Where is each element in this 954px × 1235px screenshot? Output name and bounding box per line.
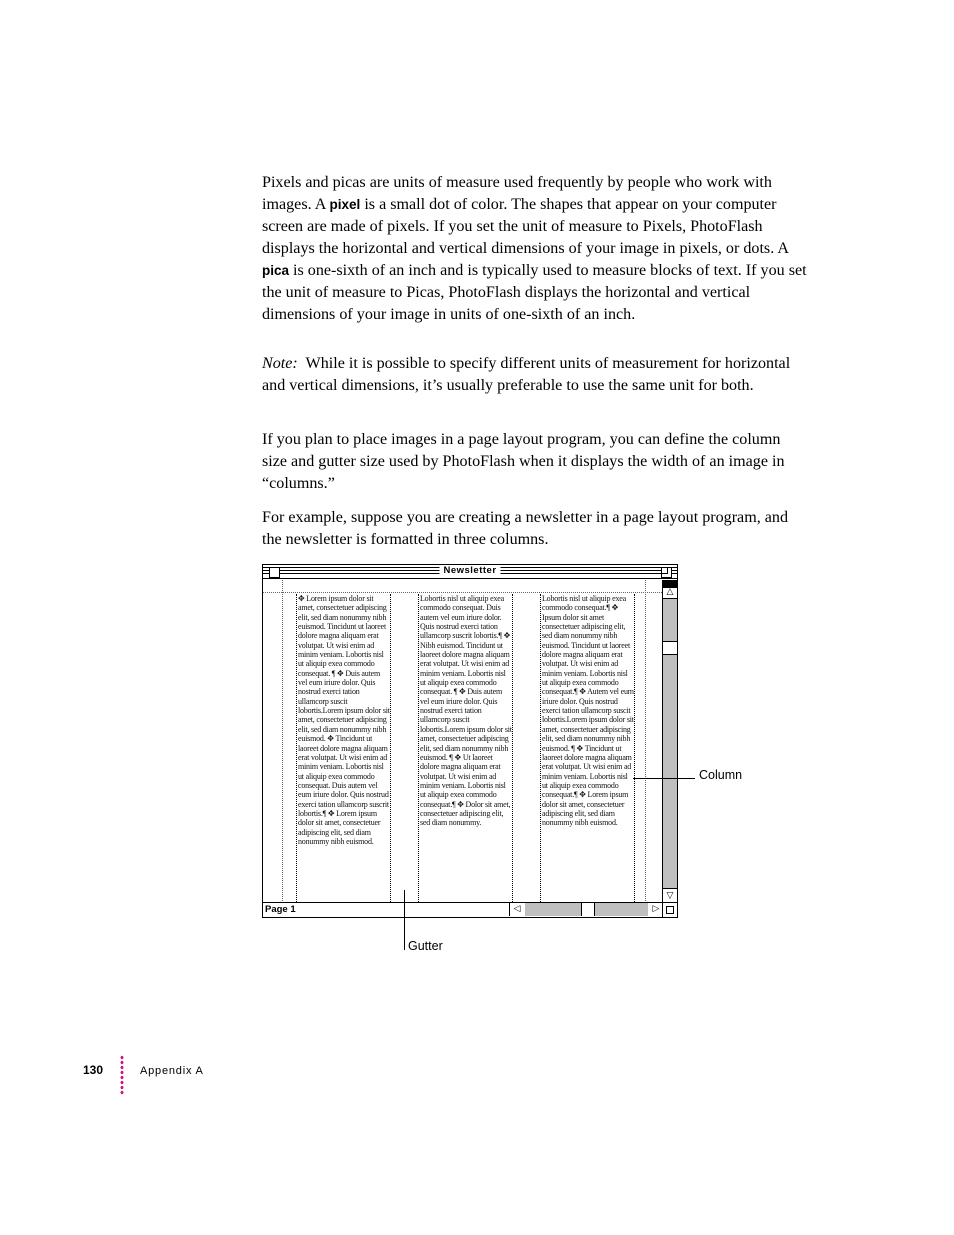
paragraph-example: For example, suppose you are creating a newsletter in a page layout program, and the newsletter is formatted in three columns. <box>262 509 788 548</box>
section-name: Appendix A <box>140 1065 204 1077</box>
window-bottom-bar <box>263 902 677 917</box>
column-callout-label: Column <box>699 768 743 782</box>
para1-text-b: is a small dot of color. The shapes that appear on your computer screen are made of pixels. If you set the unit of measure to Pixels, PhotoFlash displays the horizontal and vertical dimensions of your image in pixels, or dots. A <box>262 196 789 257</box>
gutter-callout-line <box>404 890 405 950</box>
newsletter-window <box>262 564 678 918</box>
zoom-box[interactable] <box>661 567 672 578</box>
scroll-down-arrow-icon[interactable]: ▽ <box>666 891 674 901</box>
para1-text-c: is one-sixth of an inch and is typically used to measure blocks of text. If you set the unit of measure to Picas, PhotoFlash displays the horizontal and vertical dimensions of your image in units of one-sixth of an inch. <box>262 262 807 323</box>
vertical-scrollbar[interactable] <box>662 580 677 903</box>
vertical-scroll-thumb[interactable] <box>663 641 677 655</box>
scroll-right-arrow-icon[interactable]: ▷ <box>652 904 660 914</box>
right-margin-guide <box>645 580 646 903</box>
page-number: 130 <box>83 1063 104 1077</box>
note-label: Note: <box>262 355 298 372</box>
footer-dot-rule <box>120 1055 124 1095</box>
left-margin-guide <box>282 580 283 903</box>
window-titlebar[interactable] <box>263 565 677 579</box>
column-callout-line <box>633 778 695 779</box>
scroll-up-arrow-icon[interactable]: △ <box>666 587 674 597</box>
scroll-left-arrow-icon[interactable]: ◁ <box>513 904 521 914</box>
paragraph-note <box>262 353 807 397</box>
paragraph-units <box>262 172 807 326</box>
top-margin-guide <box>263 592 662 593</box>
vertical-scroll-track[interactable] <box>663 598 677 889</box>
horizontal-scroll-thumb[interactable] <box>581 903 595 916</box>
term-pixel: pixel <box>329 197 361 212</box>
paragraph-columns: If you plan to place images in a page layout program, you can define the column size and gutter size used by PhotoFlash when it displays the width of an image in “columns.” <box>262 431 785 492</box>
note-text: While it is possible to specify different units of measurement for horizontal and vertical dimensions, it’s usually preferable to use the same unit for both. <box>262 355 791 394</box>
window-title: Newsletter <box>439 565 500 577</box>
newsletter-column-1: ✥ Lorem ipsum dolor sit amet, consectetuer adipiscing elit, sed diam nonummy nibh euismod. Tincidunt ut laoreet dolore magna aliquam erat volutpat. Ut wisi enim ad minim veniam. Lobortis nisl ut aliquip exea commodo consequat. ¶ ✥ Duis autem vel eum iriure dolor. Quis nostrud exerci tation ullamcorp suscit lobortis.Lorem ipsum dolor sit amet, consectetuer adipiscing elit, sed diam nonummy nibh euismod. ✥ Tincidunt ut laoreet dolore magna aliquam erat volutpat. Ut wisi enim ad minim veniam. Lobortis nisl ut aliquip exea commodo consequat. Duis autem vel eum iriure dolor. Quis nostrud exerci tation ullamcorp suscrit lobortis.¶ ✥ Lorem ipsum dolor sit amet, consectetuer adipiscing elit, sed diam nonummy nibh euismod. <box>296 594 391 903</box>
term-pica: pica <box>262 263 290 278</box>
gutter-callout-label: Gutter <box>408 939 443 953</box>
document-area <box>263 580 662 903</box>
close-box[interactable] <box>269 567 280 578</box>
para1-text-a: Pixels and picas are units of measure used frequently by people who work with images. A <box>262 174 772 213</box>
size-box[interactable] <box>662 903 677 917</box>
newsletter-column-3: Lobortis nisl ut aliquip exea commodo consequat.¶ ✥ Ipsum dolor sit amet consectetuer adipiscing elit, sed diam nonummy nibh euismod. Tincidunt ut laoreet dolore magna aliquam erat volutpat. Ut wisi enim ad minim veniam. Lobortis nisl ut aliquip exea commodo consequat.¶ ✥ Autem vel eum iriure dolor. Quis nostrud exerci tation ullamcorp suscit lobortis.Lorem ipsum dolor sit amet, consectetuer adipiscing elit, sed diam nonummy nibh euismod. ¶ ✥ Tincidunt ut laoreet dolore magna aliquam erat volutpat. Ut wisi enim ad minim veniam. Lobortis nisl ut aliquip exea commodo consequat.¶ ✥ Lorem ipsum dolor sit amet, consectetuer adipiscing elit, sed diam nonummy nibh euismod. <box>540 594 635 903</box>
newsletter-column-2: Lobortis nisl ut aliquip exea commodo consequat. Duis autem vel eum iriure dolor. Quis nostrud exerci tation ullamcorp suscrit lobortis.¶ ✥ Nibh euismod. Tincidunt ut laoreet dolore magna aliquam erat volutpat. Ut wisi enim ad minim veniam. Lobortis nisl ut aliquip exea commodo consequat. ¶ ✥ Duis autem vel eum iriure dolor. Quis nostrud exerci tation ullamcorp suscit lobortis.Lorem ipsum dolor sit amet, consectetuer adipiscing elit, sed diam nonummy nibh euismod. ¶ ✥ Ut laoreet dolore magna aliquam erat volutpat. Ut wisi enim ad minim veniam. Lobortis nisl ut aliquip exea commodo consequat.¶ ✥ Dolor sit amet, consectetuer adipiscing elit, sed diam nonummy. <box>418 594 513 903</box>
page-indicator: Page 1 <box>265 903 510 916</box>
